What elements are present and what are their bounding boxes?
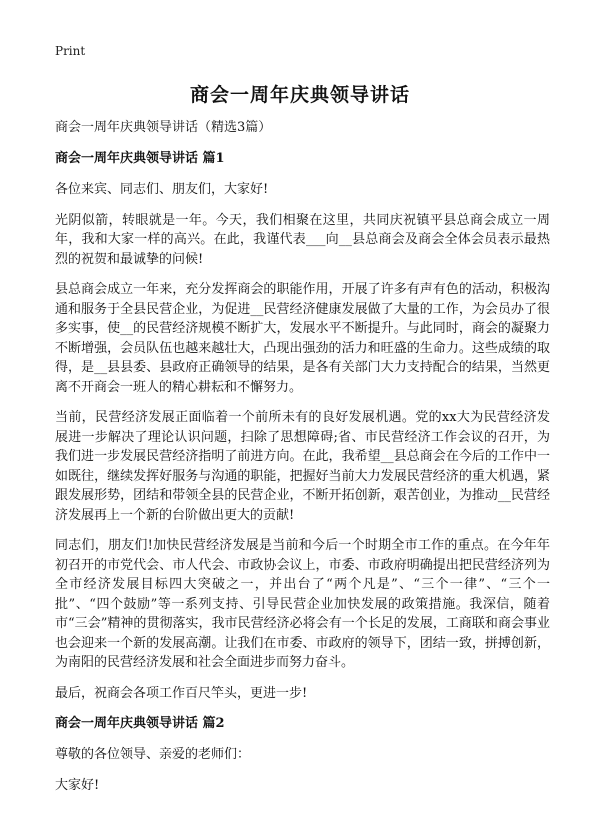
paragraph-greeting: 大家好! <box>55 777 100 793</box>
section-heading-1: 商会一周年庆典领导讲话 篇1 <box>55 151 225 166</box>
print-label: Print <box>55 44 86 58</box>
section-heading-2: 商会一周年庆典领导讲话 篇2 <box>55 716 225 731</box>
paragraph-closing: 最后，祝商会各项工作百尺竿头，更进一步! <box>55 685 308 701</box>
paragraph: 光阴似箭，转眼就是一年。今天，我们相聚在这里，共同庆祝镇平县总商会成立一周年，我和大家一样的高兴。在此，我谨代表___向__县总商会及商会全体会员表示最热烈的祝贺和最诚挚的问候! <box>55 212 550 267</box>
document-body <box>55 118 550 806</box>
paragraph: 同志们，朋友们!加快民营经济发展是当前和今后一个时期全市工作的重点。在今年年初召开的市党代会、市人代会、市政协会议上，市委、市政府明确提出把民营经济列为全市经济发展目标四大突破之一，并出台了“两个凡是”、“三个一律”、“三个一批”、“四个鼓励”等一系列支持、引导民营企业加快发展的政策措施。我深信，随着市“三会”精神的贯彻落实，我市民营经济必将会有一个长足的发展，工商联和商会事业也会迎来一个新的发展高潮。让我们在市委、市政府的领导下，团结一致，拼搏创新，为南阳的民营经济发展和社会全面进步而努力奋斗。 <box>55 538 550 670</box>
paragraph: 当前，民营经济发展正面临着一个前所未有的良好发展机遇。党的xx大为民营经济发展进一步解决了理论认识问题，扫除了思想障碍;省、市民营经济工作会议的召开，为我们进一步发展民营经济指明了前进方向。在此，我希望__县总商会在今后的工作中一如既往，继续发挥好服务与沟通的职能，把握好当前大力发展民营经济的重大机遇，紧跟发展形势，团结和带领全县的民营企业，不断开拓创新，艰苦创业，为推动__民营经济发展再上一个新的台阶做出更大的贡献! <box>55 410 550 523</box>
paragraph-greeting: 各位来宾、同志们、朋友们，大家好! <box>55 182 269 197</box>
document-subtitle: 商会一周年庆典领导讲话（精选3篇） <box>55 120 272 135</box>
document-title: 商会一周年庆典领导讲话 <box>189 84 410 106</box>
paragraph: 县总商会成立一年来，充分发挥商会的职能作用，开展了许多有声有色的活动，积极沟通和服务于全县民营企业，为促进__民营经济健康发展做了大量的工作，为会员办了很多实事，使__的民营经济规模不断扩大，发展水平不断提升。与此同时，商会的凝聚力不断增强，会员队伍也越来越壮大，凸现出强劲的活力和旺盛的生命力。这些成绩的取得，是__县县委、县政府正确领导的结果，是各有关部门大力支持配合的结果，当然更离不开商会一班人的精心耕耘和不懈努力。 <box>55 282 550 395</box>
paragraph-greeting: 尊敬的各位领导、亲爱的老师们： <box>55 747 251 762</box>
